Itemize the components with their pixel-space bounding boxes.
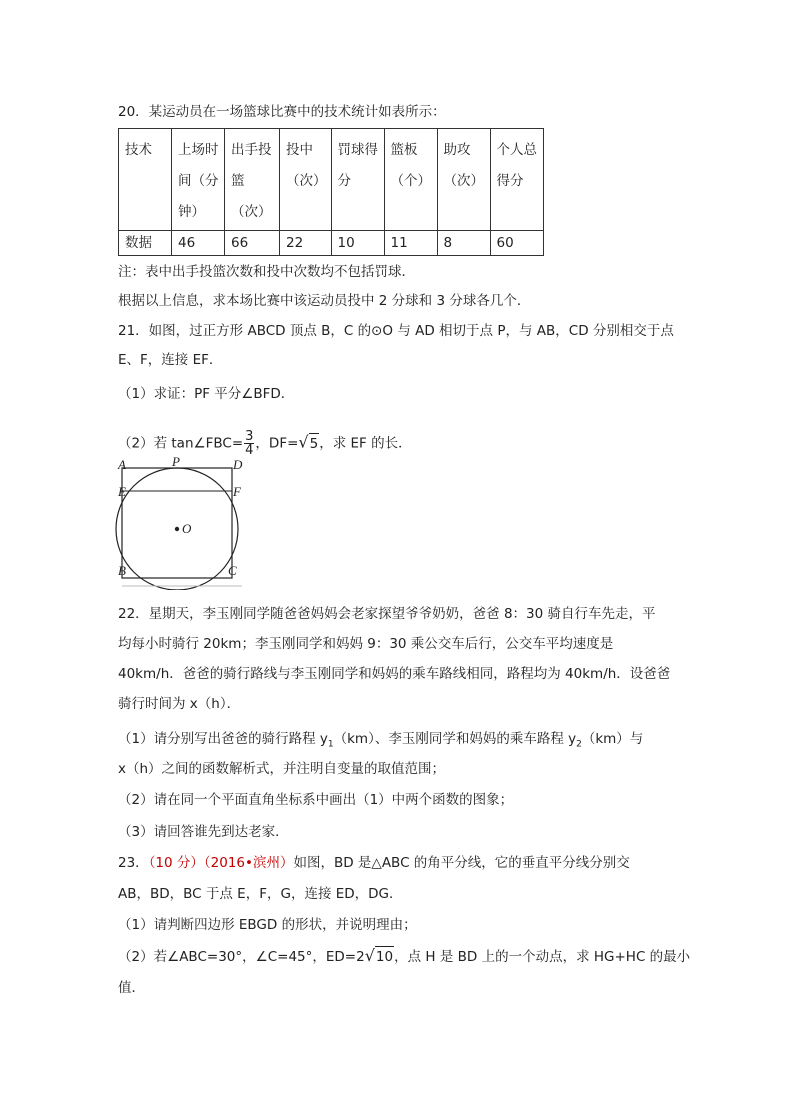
label-a: A [118,457,126,472]
q23-part2-cont: 值． [118,980,145,996]
fraction: $\frac{3}{4}$ [245,429,254,458]
q22-line1: 22．星期天，李玉刚同学随爸爸妈妈会老家探望爷爷奶奶，爸爸 8：30 骑自行车先走，平 [118,606,656,622]
q20-question: 根据以上信息，求本场比赛中该运动员投中 2 分球和 3 分球各几个． [118,293,531,309]
header-cell: 个人总 得分 [490,129,543,231]
header-cell: 助攻 （次） [437,129,490,231]
label-o: O [182,521,192,536]
square-abcd [122,468,232,578]
label-p: P [172,456,180,469]
header-cell: 出手投 篮（次） [225,129,280,231]
data-cell: 60 [490,231,543,256]
header-cell: 罚球得 分 [331,129,384,231]
label-d: D [233,457,243,472]
q20-title: 20．某运动员在一场篮球比赛中的技术统计如表所示： [118,104,446,120]
header-cell: 技术 [119,129,172,231]
q21-part2: （2）若 tan∠FBC= $\frac{3}{4}$ ，DF=√5，求 EF 的长． [118,429,412,458]
label-e: E [118,484,126,499]
q23-part1: （1）请判断四边形 EBGD 的形状，并说明理由； [118,917,417,933]
q22-line2: 均每小时骑行 20km；李玉刚同学和妈妈 9：30 乘公交车后行，公交车平均速度是 [118,636,614,652]
table-header-row [119,129,544,231]
q21-part1: （1）求证：PF 平分∠BFD． [118,386,295,402]
data-cell: 22 [280,231,332,256]
data-cell: 8 [437,231,490,256]
data-cell: 46 [172,231,225,256]
q23-line2: AB，BD，BC 于点 E，F，G，连接 ED，DG． [118,886,403,902]
header-cell: 篮板 （个） [384,129,437,231]
label-c: C [228,563,237,578]
label-b: B [118,563,126,578]
label-f: F [233,484,241,499]
q22-part1-cont: x（h）之间的函数解析式，并注明自变量的取值范围； [118,761,446,777]
q22-line4: 骑行时间为 x（h）． [118,696,241,712]
row-label-cell: 数据 [119,231,172,256]
center-point [175,527,179,531]
q20-note: 注：表中出手投篮次数和投中次数均不包括罚球． [118,264,415,280]
header-cell: 上场时 间（分 钟） [172,129,225,231]
q23-part2: （2）若∠ABC=30°，∠C=45°，ED=2√10，点 H 是 BD 上的一个动点，求 HG+HC 的最小 [118,946,691,965]
data-cell: 66 [225,231,280,256]
q22-part2: （2）请在同一个平面直角坐标系中画出（1）中两个函数的图象； [118,792,514,808]
header-cell: 投中 （次） [280,129,332,231]
circle-square-figure [114,456,246,590]
sqrt-sign: √ [364,946,375,965]
q22-part3: （3）请回答谁先到达老家． [118,824,289,840]
stats-table [118,128,544,256]
q22-line3: 40km/h．爸爸的骑行路线与李玉刚同学和妈妈的乘车路线相同，路程均为 40km/h．设爸爸 [118,666,671,682]
q22-part1: （1）请分别写出爸爸的骑行路程 $y_1(km)$、李玉刚同学和妈妈的乘车路程 $y_2(km)$与 [118,731,644,750]
q23-line1: 23．（10 分）（2016•滨州）如图，BD 是△ABC 的角平分线，它的垂直平分线分别交 [118,855,630,871]
data-cell: 11 [384,231,437,256]
table-data-row [119,231,544,256]
data-cell: 10 [331,231,384,256]
q21-line1: 21．如图，过正方形 ABCD 顶点 B，C 的⊙O 与 AD 相切于点 P，与 AB，CD 分别相交于点 [118,323,674,339]
q21-line2: E、F，连接 EF． [118,352,223,368]
sqrt-sign: √ [298,432,309,452]
source-tag: （10 分）（2016•滨州） [148,855,294,871]
